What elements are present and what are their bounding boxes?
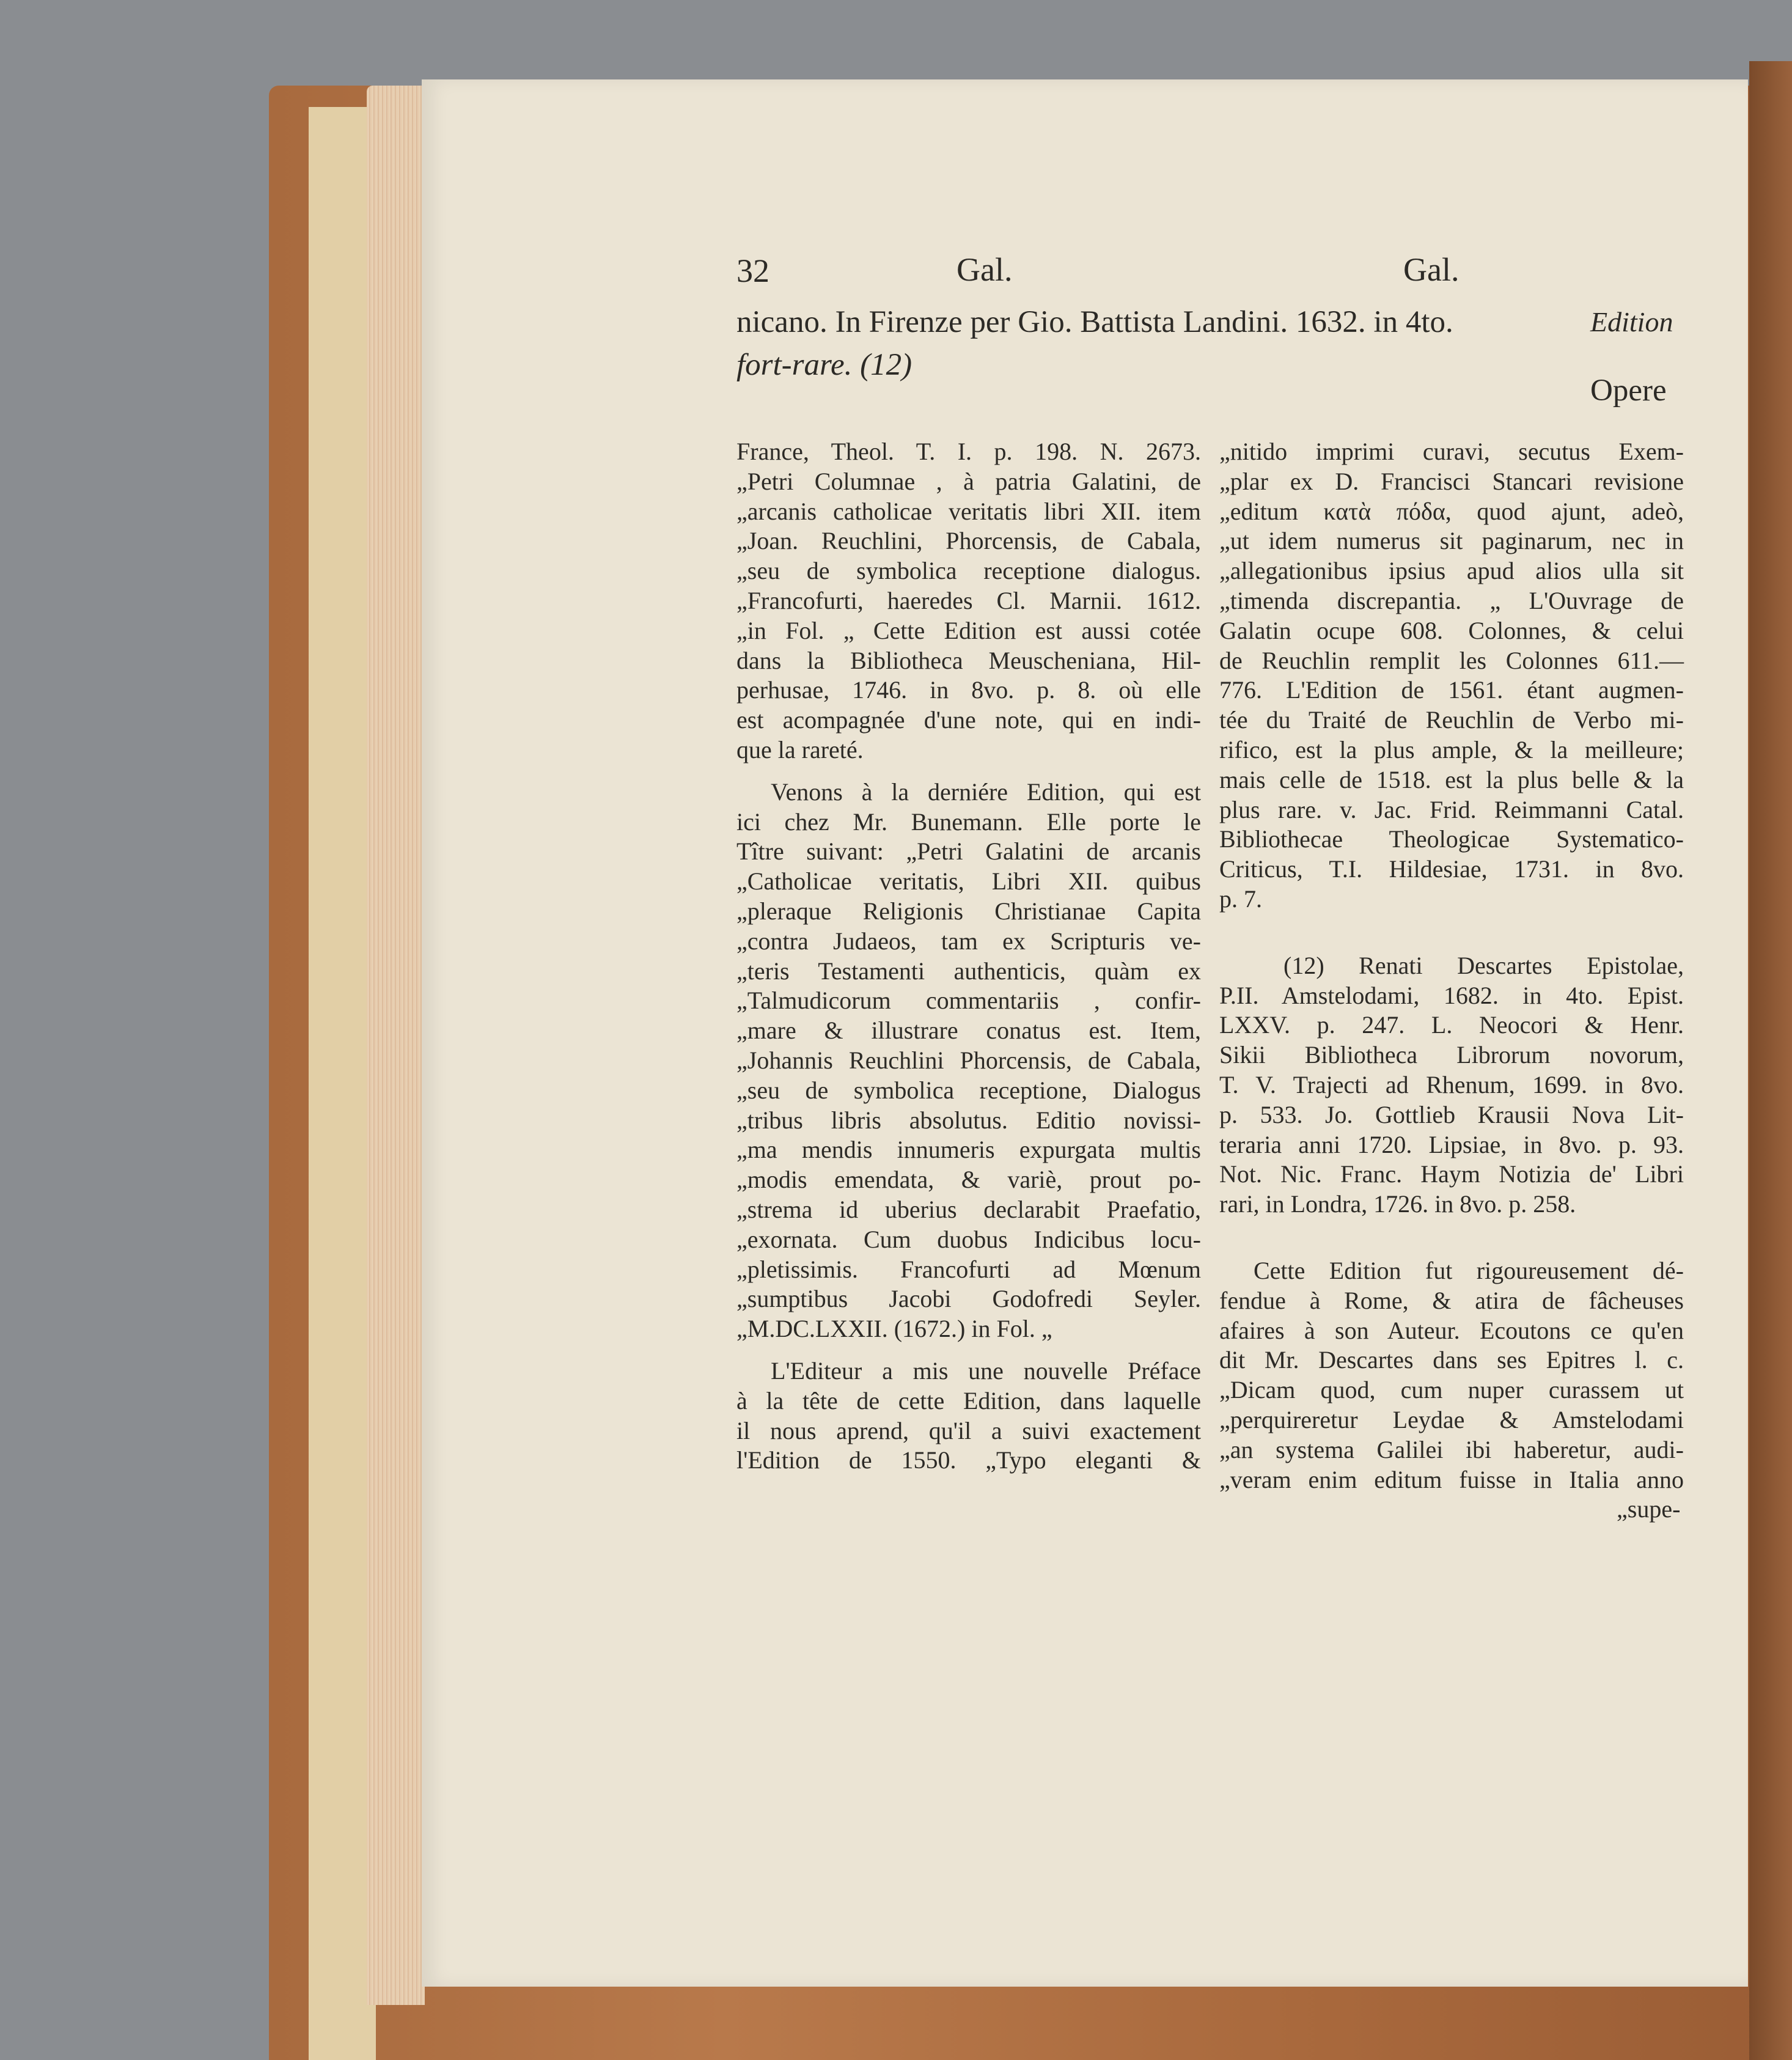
- text-line: „timenda discrepantia. „ L'Ouvrage de: [1219, 586, 1684, 614]
- text-line: „strema id uberius declarabit Praefatio,: [736, 1195, 1201, 1223]
- text-line: LXXV. p. 247. L. Neocori & Henr.: [1219, 1011, 1684, 1039]
- text-line: rari, in Londra, 1726. in 8vo. p. 258.: [1219, 1190, 1576, 1218]
- left-column: [736, 437, 1201, 1476]
- text-line: 776. L'Edition de 1561. étant augmen-: [1219, 676, 1684, 704]
- book-spine-edge: [1749, 61, 1792, 2060]
- text-line: Tître suivant: „Petri Galatini de arcanis: [736, 837, 1201, 866]
- text-line: P.II. Amstelodami, 1682. in 4to. Epist.: [1219, 981, 1684, 1009]
- text-line: Venons à la derniére Edition, qui est: [771, 778, 1201, 806]
- text-line: „tribus libris absolutus. Editio novissi-: [736, 1106, 1201, 1134]
- text-line: „Dicam quod, cum nuper curassem ut: [1219, 1376, 1684, 1404]
- right-column: [1219, 437, 1684, 1525]
- text-line: Galatin ocupe 608. Colonnes, & celui: [1219, 616, 1684, 644]
- text-line: teraria anni 1720. Lipsiae, in 8vo. p. 93.: [1219, 1130, 1684, 1158]
- text-line: „Talmudicorum commentariis , confir-: [736, 987, 1201, 1015]
- text-line: „teris Testamenti authenticis, quàm ex: [736, 957, 1201, 985]
- text-line: dit Mr. Descartes dans ses Epitres l. c.: [1219, 1346, 1684, 1374]
- text-line: France, Theol. T. I. p. 198. N. 2673.: [736, 438, 1201, 465]
- catchword-bottom: „supe-: [1617, 1495, 1681, 1523]
- text-line: „veram enim editum fuisse in Italia anno: [1219, 1465, 1684, 1493]
- text-line: „sumptibus Jacobi Godofredi Seyler.: [736, 1285, 1201, 1313]
- title-line-1-right: Edition: [1590, 306, 1673, 337]
- text-line: p. 7.: [1219, 885, 1262, 913]
- text-line: perhusae, 1746. in 8vo. p. 8. où elle: [736, 676, 1201, 704]
- text-line: „arcanis catholicae veritatis libri XII. item: [736, 497, 1201, 525]
- text-line: (12) Renati Descartes Epistolae,: [1283, 951, 1684, 979]
- text-line: „in Fol. „ Cette Edition est aussi cotée: [736, 616, 1201, 644]
- text-line: mais celle de 1518. est la plus belle & la: [1219, 765, 1684, 793]
- title-line-1: nicano. In Firenze per Gio. Battista Landini. 1632. in 4to.: [736, 305, 1453, 339]
- text-line: „contra Judaeos, tam ex Scripturis ve-: [736, 927, 1201, 955]
- text-line: „ut idem numerus sit paginarum, nec in: [1219, 527, 1684, 555]
- text-line: „perquireretur Leydae & Amstelodami: [1219, 1405, 1684, 1433]
- text-line: Criticus, T.I. Hildesiae, 1731. in 8vo.: [1219, 855, 1684, 883]
- text-line: „Francofurti, haeredes Cl. Marnii. 1612.: [736, 586, 1201, 614]
- text-line: ici chez Mr. Bunemann. Elle porte le: [736, 807, 1201, 836]
- left-paragraph-3: [736, 1356, 1201, 1476]
- text-line: „pletissimis. Francofurti ad Mœnum: [736, 1255, 1201, 1283]
- text-line: est acompagnée d'une note, qui en indi-: [736, 706, 1201, 734]
- text-line: l'Edition de 1550. „Typo eleganti &: [736, 1446, 1201, 1474]
- catchword-top: Opere: [1590, 373, 1667, 408]
- text-line: Sikii Bibliotheca Librorum novorum,: [1219, 1041, 1684, 1069]
- text-line: „mare & illustrare conatus est. Item,: [736, 1017, 1201, 1045]
- text-line: „seu de symbolica receptione dialogus.: [736, 557, 1201, 585]
- text-line: Bibliothecae Theologicae Systematico-: [1219, 825, 1684, 853]
- page-number: 32: [736, 252, 769, 289]
- text-line: „pleraque Religionis Christianae Capita: [736, 897, 1201, 925]
- text-line: „nitido imprimi curavi, secutus Exem-: [1219, 438, 1684, 465]
- text-line: à la tête de cette Edition, dans laquelle: [736, 1386, 1201, 1414]
- text-line: de Reuchlin remplit les Colonnes 611.—: [1219, 646, 1684, 674]
- text-line: p. 533. Jo. Gottlieb Krausii Nova Lit-: [1219, 1100, 1684, 1128]
- text-line: „an systema Galilei ibi haberetur, audi-: [1219, 1435, 1684, 1463]
- right-paragraph-1: [1219, 437, 1684, 914]
- text-line: que la rareté.: [736, 735, 864, 763]
- text-line: Not. Nic. Franc. Haym Notizia de' Libri: [1219, 1160, 1684, 1188]
- text-line: T. V. Trajecti ad Rhenum, 1699. in 8vo.: [1219, 1070, 1684, 1098]
- inner-cover: [309, 107, 376, 2060]
- running-title-right: Gal.: [1403, 251, 1460, 288]
- text-line: „Joan. Reuchlini, Phorcensis, de Cabala,: [736, 527, 1201, 555]
- text-line: afaires à son Auteur. Ecoutons ce qu'en: [1219, 1316, 1684, 1344]
- text-line: dans la Bibliotheca Meuscheniana, Hil-: [736, 646, 1201, 674]
- text-line: „modis emendata, & variè, prout po-: [736, 1166, 1201, 1194]
- text-line: „allegationibus ipsius apud alios ulla sit: [1219, 557, 1684, 585]
- text-line: fendue à Rome, & atira de fâcheuses: [1219, 1286, 1684, 1314]
- text-line: tée du Traité de Reuchlin de Verbo mi-: [1219, 706, 1684, 734]
- text-line: „plar ex D. Francisci Stancari revisione: [1219, 467, 1684, 495]
- text-line: „Johannis Reuchlini Phorcensis, de Cabala,: [736, 1046, 1201, 1074]
- text-line: „seu de symbolica receptione, Dialogus: [736, 1076, 1201, 1104]
- running-title-left: Gal.: [957, 251, 1013, 288]
- title-line-2: fort-rare. (12): [736, 348, 913, 382]
- text-line: „M.DC.LXXII. (1672.) in Fol. „: [736, 1315, 1052, 1343]
- text-line: „editum κατὰ πόδα, quod ajunt, adeò,: [1219, 497, 1684, 525]
- text-line: il nous aprend, qu'il a suivi exactement: [736, 1416, 1201, 1444]
- text-line: Cette Edition fut rigoureusement dé-: [1254, 1256, 1684, 1284]
- page-edges: [367, 86, 425, 2005]
- text-line: rifico, est la plus ample, & la meilleure;: [1219, 735, 1684, 763]
- text-line: „Petri Columnae , à patria Galatini, de: [736, 467, 1201, 495]
- text-line: plus rare. v. Jac. Frid. Reimmanni Catal.: [1219, 795, 1684, 823]
- book-page: [422, 79, 1748, 1987]
- left-paragraph-1: [736, 437, 1201, 765]
- right-paragraph-3: [1219, 1256, 1684, 1495]
- text-line: „exornata. Cum duobus Indicibus locu-: [736, 1225, 1201, 1253]
- text-line: L'Editeur a mis une nouvelle Préface: [771, 1356, 1201, 1385]
- text-line: „ma mendis innumeris expurgata multis: [736, 1136, 1201, 1164]
- right-paragraph-2: [1219, 951, 1684, 1219]
- left-paragraph-2: [736, 778, 1201, 1344]
- text-line: „Catholicae veritatis, Libri XII. quibus: [736, 867, 1201, 896]
